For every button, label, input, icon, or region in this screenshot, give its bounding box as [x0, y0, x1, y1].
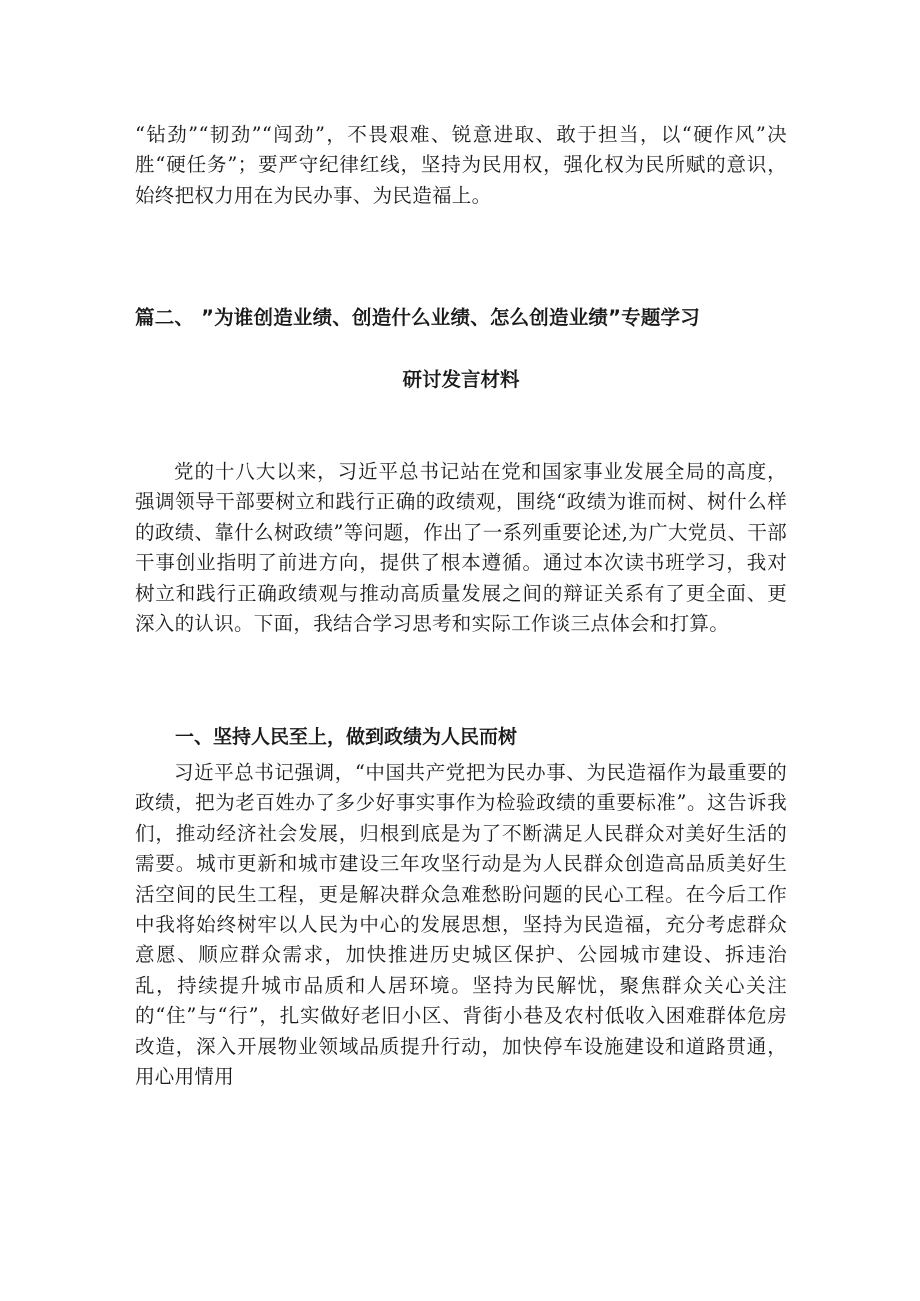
continued-paragraph: “钻劲”“韧劲”“闯劲”，不畏艰难、锐意进取、敢于担当，以“硬作风”决胜“硬任务”；要严守纪律红线，坚持为民用权，强化权为民所赋的意识，始终把权力用在为民办事、为民造福上。 — [135, 123, 787, 207]
intro-paragraph: 党的十八大以来，习近平总书记站在党和国家事业发展全局的高度，强调领导干部要树立和践行正确的政绩观，围绕“政绩为谁而树、树什么样的政绩、靠什么树政绩”等问题，作出了一系列重要论述,为广大党员、干部干事创业指明了前进方向，提供了根本遵循。通过本次读书班学习，我对树立和践行正确政绩观与推动高质量发展之间的辩证关系有了更全面、更深入的认识。下面，我结合学习思考和实际工作谈三点体会和打算。 — [135, 460, 787, 636]
section-heading-1: 一、坚持人民至上，做到政绩为人民而树 — [175, 726, 518, 748]
article-title-line-2: 研讨发言材料 — [402, 368, 520, 391]
article-title-line-1: 篇二、 ”为谁创造业绩、创造什么业绩、怎么创造业绩”专题学习 — [135, 306, 700, 329]
section-1-paragraph: 习近平总书记强调，“中国共产党把为民办事、为民造福作为最重要的政绩，把为老百姓办了多少好事实事作为检验政绩的重要标准”。这告诉我们，推动经济社会发展，归根到底是为了不断满足人民群众对美好生活的需要。城市更新和城市建设三年攻坚行动是为人民群众创造高品质美好生活空间的民生工程，更是解决群众急难愁盼问题的民心工程。在今后工作中我将始终树牢以人民为中心的发展思想，坚持为民造福，充分考虑群众意愿、顺应群众需求，加快推进历史城区保护、公园城市建设、拆违治乱，持续提升城市品质和人居环境。坚持为民解忧，聚焦群众关心关注的“住”与“行”，扎实做好老旧小区、背街小巷及农村低收入困难群体危房改造，深入开展物业领域品质提升行动，加快停车设施建设和道路贯通，用心用情用 — [135, 761, 787, 1089]
